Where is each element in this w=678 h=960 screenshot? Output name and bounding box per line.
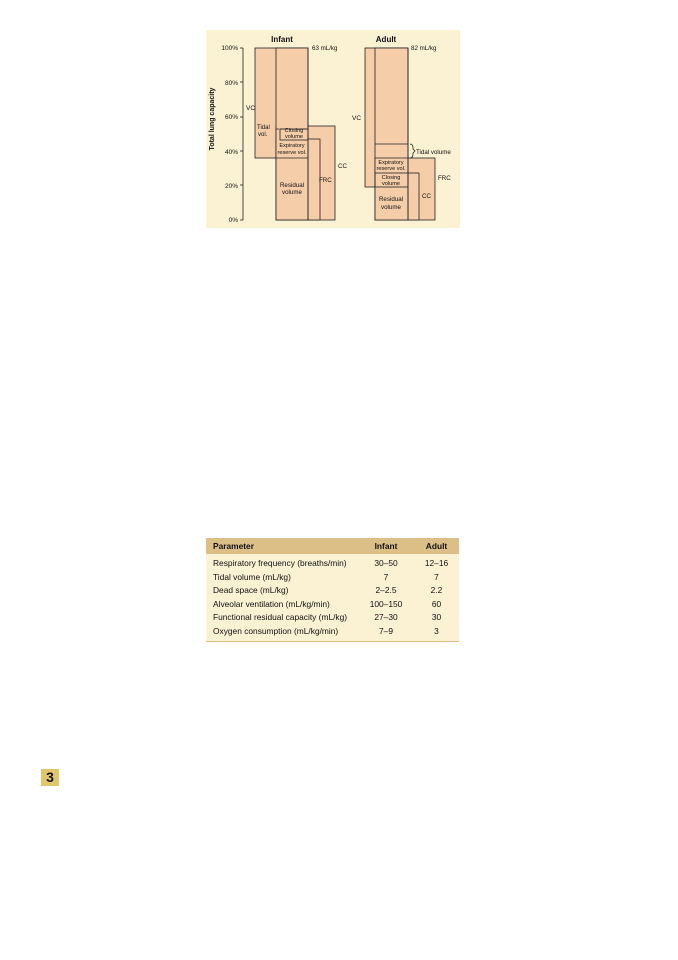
chapter-badge: 3 [41,769,59,786]
table-header-row [206,538,459,554]
infant-tlc-note: 63 mL/kg [312,45,338,52]
cell-infant: 7–9 [379,625,393,636]
respiratory-parameters-table [206,538,459,642]
cell-infant: 7 [383,571,389,582]
adult-tlc-note: 82 mL/kg [411,45,437,52]
table-row [206,611,459,625]
infant-title: Infant [271,35,293,44]
y-tick-80: 80% [224,80,238,87]
adult-vc-label: VC [352,115,362,122]
cell-adult: 3 [434,625,439,636]
cell-parameter: Oxygen consumption (mL/kg/min) [213,625,339,636]
infant-closing-line2: volume [284,134,304,140]
y-axis-label: Total lung capacity [209,87,216,151]
infant-rv-line1: Residual [279,182,305,189]
cell-adult: 30 [431,612,442,622]
table-row [206,554,459,571]
adult-closing-line1: Closing [381,175,401,181]
adult-erv-line2: reserve vol. [376,166,406,172]
adult-title: Adult [375,35,397,44]
table-row [206,625,459,642]
adult-closing-line2: volume [381,181,401,187]
infant-closing-line1: Closing [284,128,304,134]
cell-parameter: Respiratory frequency (breaths/min) [213,558,347,568]
adult-frc-label: FRC [438,175,451,182]
infant-erv-line1: Expiratory [279,143,305,149]
cell-adult: 12–16 [424,558,449,568]
y-tick-40: 40% [224,149,238,156]
adult-tlc-bar [375,48,408,220]
cell-parameter: Functional residual capacity (mL/kg) [213,612,348,622]
cell-parameter: Dead space (mL/kg) [213,585,289,595]
infant-frc-label: FRC [319,177,332,184]
y-tick-100: 100% [221,45,238,52]
lung-volume-diagram [206,30,460,228]
header-adult: Adult [425,541,448,551]
cell-infant: 100–150 [369,598,403,609]
cell-infant: 27–30 [374,612,398,622]
table-row [206,571,459,585]
infant-tidal-line1: Tidal [257,125,270,131]
cell-adult: 2.2 [430,585,443,595]
y-tick-60: 60% [224,114,238,121]
adult-tidal-bracket [410,144,415,158]
cell-adult: 7 [434,571,439,582]
table-row [206,584,459,598]
header-parameter: Parameter [213,541,254,551]
cell-infant: 2–2.5 [375,585,397,595]
cell-adult: 60 [431,598,442,609]
adult-tidal-label: Tidal volume [416,149,451,156]
infant-cc-label: CC [338,163,347,170]
adult-rv-line1: Residual [378,196,404,203]
adult-erv-line1: Expiratory [378,160,404,166]
header-infant: Infant [374,541,398,551]
cell-infant: 30–50 [374,558,398,568]
adult-rv-line2: volume [381,204,401,211]
infant-tidal-line2: vol. [258,132,268,138]
infant-vc-label: VC [246,105,256,112]
infant-erv-line2: reserve vol. [277,150,307,156]
cell-parameter: Alveolar ventilation (mL/kg/min) [213,598,330,609]
adult-cc-label: CC [422,193,431,200]
table-row [206,598,459,612]
y-tick-0: 0% [228,217,238,224]
infant-rv-line2: volume [282,189,302,196]
cell-parameter: Tidal volume (mL/kg) [213,571,291,582]
lung-volume-figure [206,30,460,228]
table-bottom-rule [206,641,459,642]
y-tick-20: 20% [224,183,238,190]
